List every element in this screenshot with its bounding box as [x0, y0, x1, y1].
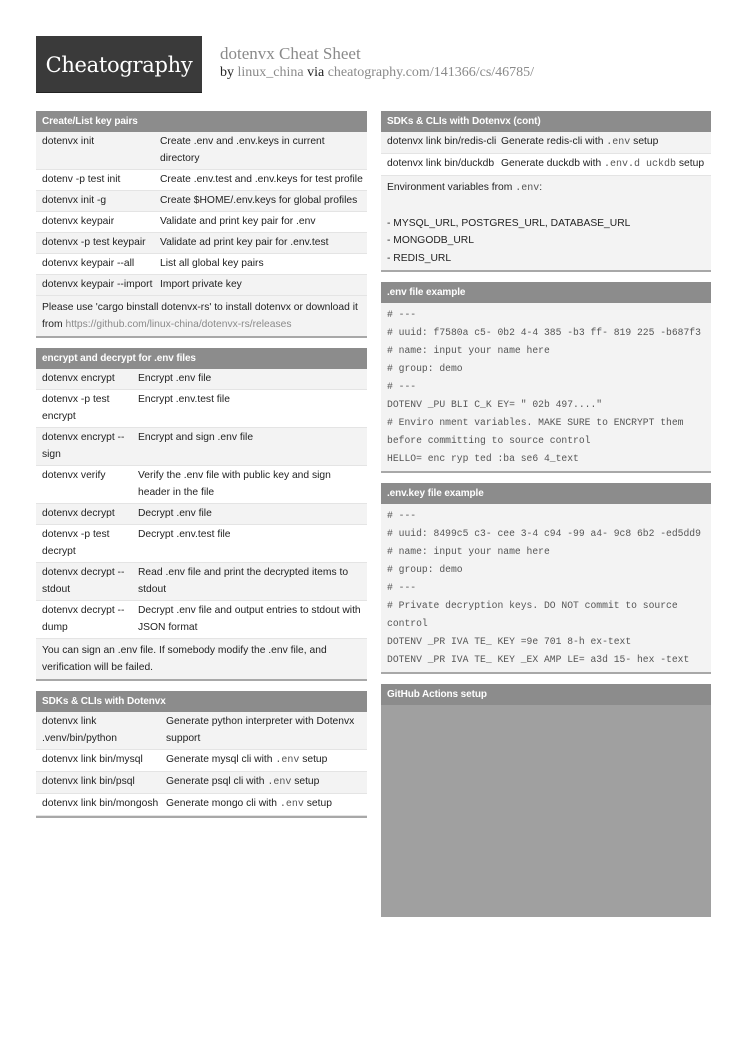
command-cell: dotenvx link bin/mysql	[42, 754, 143, 765]
table-row	[36, 504, 367, 525]
code-line: # group: demo	[387, 564, 463, 575]
by-label: by	[220, 65, 234, 80]
command-cell: dotenvx encrypt	[42, 373, 115, 384]
encrypt-section	[36, 348, 367, 681]
description-cell: Validate ad print key pair for .env.test	[160, 237, 329, 248]
command-cell: dotenvx -p test encrypt	[42, 394, 110, 422]
code-line: # Enviro nment variables. MAKE SURE to ENCRYPT them before committing to source control	[387, 417, 690, 446]
github-actions-section	[381, 684, 711, 917]
table-row	[36, 772, 367, 794]
code-line: # name: input your name here	[387, 345, 550, 356]
command-cell: dotenvx link bin/redis-cli	[387, 136, 497, 147]
table-row	[36, 601, 367, 639]
inline-code: .env	[606, 137, 631, 148]
command-cell: dotenvx decrypt --stdout	[42, 567, 125, 595]
env-example-section	[381, 282, 711, 473]
env-intro-code: .env	[515, 183, 540, 194]
table-row	[36, 563, 367, 601]
inline-code: .env.d uckdb	[604, 159, 677, 170]
description-text: setup	[291, 776, 320, 787]
env-item: - MONGODB_URL	[387, 235, 474, 246]
command-cell: dotenvx init	[42, 136, 95, 147]
install-note	[36, 296, 367, 336]
section-heading: encrypt and decrypt for .env files	[36, 348, 367, 369]
description-cell	[166, 751, 367, 769]
env-example-code	[381, 303, 711, 471]
command-cell: dotenvx -p test decrypt	[42, 529, 110, 557]
code-line: # ---	[387, 510, 417, 521]
byline	[220, 65, 534, 81]
description-text: setup	[303, 798, 332, 809]
description-cell	[501, 155, 711, 173]
command-cell: dotenv -p test init	[42, 174, 121, 185]
code-line: # ---	[387, 582, 417, 593]
create-list-section	[36, 111, 367, 338]
inline-code: .env	[275, 755, 300, 766]
section-heading: .env file example	[381, 282, 711, 303]
table-row	[36, 390, 367, 428]
right-column	[381, 111, 711, 927]
code-line: HELLO= enc ryp ted :ba se6 4_text	[387, 453, 579, 464]
env-intro-text: Environment variables from	[387, 182, 516, 193]
code-line: # Private decryption keys. DO NOT commit to source control	[387, 600, 684, 629]
table-row	[36, 212, 367, 233]
author-link[interactable]: linux_china	[237, 65, 304, 80]
description-cell: Decrypt .env file	[138, 508, 212, 519]
code-line: # name: input your name here	[387, 546, 550, 557]
code-line: DOTENV _PR IVA TE_ KEY =9e 701 8-h ex-text	[387, 636, 632, 647]
releases-link[interactable]: https://github.com/linux-china/dotenvx-rs/releases	[65, 319, 292, 330]
table-row	[36, 191, 367, 212]
env-item: - REDIS_URL	[387, 252, 452, 264]
description-cell: Create .env and .env.keys in current directory	[160, 136, 325, 164]
command-cell: dotenvx keypair	[42, 216, 115, 227]
table-row	[36, 170, 367, 191]
command-cell: dotenvx link .venv/bin/python	[42, 716, 117, 744]
table-row	[36, 132, 367, 170]
code-line: # ---	[387, 381, 417, 392]
sdks-table	[36, 712, 367, 816]
description-cell: Encrypt .env.test file	[138, 394, 230, 405]
command-cell: dotenvx decrypt --dump	[42, 605, 125, 633]
code-line: DOTENV _PU BLI C_K EY= " 02b 497...."	[387, 399, 603, 410]
description-cell: Decrypt .env file and output entries to stdout with JSON format	[138, 605, 361, 633]
description-cell: Encrypt .env file	[138, 373, 212, 384]
table-row	[36, 525, 367, 563]
cheatography-logo[interactable]	[36, 36, 202, 93]
description-text: Generate mongo cli with	[166, 798, 280, 809]
description-text: Generate duckdb with	[501, 158, 605, 169]
section-heading: SDKs & CLIs with Dotenvx (cont)	[381, 111, 711, 132]
description-text: setup	[630, 136, 659, 147]
description-cell: Create .env.test and .env.keys for test profile	[160, 174, 363, 185]
env-intro	[387, 179, 705, 198]
env-intro-colon: :	[539, 182, 543, 193]
command-cell: dotenvx encrypt --sign	[42, 432, 125, 460]
description-cell: List all global key pairs	[160, 258, 264, 269]
logo-text: Cheatography	[45, 52, 193, 77]
envkey-example-section	[381, 483, 711, 674]
table-row	[36, 712, 367, 750]
left-column	[36, 111, 367, 828]
inline-code: .env	[279, 799, 304, 810]
page-title: dotenvx Cheat Sheet	[220, 44, 361, 63]
via-label: via	[307, 65, 325, 80]
description-text: Generate mysql cli with	[166, 754, 276, 765]
inline-code: .env	[267, 777, 292, 788]
env-variables-block	[381, 176, 711, 270]
sdks-cont-table	[381, 132, 711, 176]
table-row	[36, 254, 367, 275]
command-cell: dotenvx link bin/psql	[42, 776, 135, 787]
section-heading: GitHub Actions setup	[381, 684, 711, 705]
sdks-cont-section	[381, 111, 711, 272]
command-cell: dotenvx keypair --all	[42, 258, 135, 269]
env-item: - MYSQL_URL, POSTGRES_URL, DATABASE_URL	[387, 217, 631, 229]
env-items-list	[387, 215, 705, 268]
sign-note: You can sign an .env file. If somebody modify the .env file, and verification will be failed.	[36, 639, 367, 679]
description-cell	[166, 795, 367, 813]
command-cell: dotenvx keypair --import	[42, 279, 153, 290]
section-heading: Create/List key pairs	[36, 111, 367, 132]
envkey-example-code	[381, 504, 711, 672]
code-line: # group: demo	[387, 363, 463, 374]
description-cell: Verify the .env file with public key and sign header in the file	[138, 470, 331, 498]
command-cell: dotenvx link bin/duckdb	[387, 158, 495, 169]
description-text: Generate psql cli with	[166, 776, 268, 787]
table-row	[36, 428, 367, 466]
description-text: Generate redis-cli with	[501, 136, 607, 147]
command-cell: dotenvx verify	[42, 470, 106, 481]
description-cell	[166, 773, 367, 791]
table-row	[36, 233, 367, 254]
section-heading: .env.key file example	[381, 483, 711, 504]
description-cell: Create $HOME/.env.keys for global profiles	[160, 195, 358, 206]
table-row	[36, 794, 367, 816]
description-text: setup	[299, 754, 328, 765]
sdks-section	[36, 691, 367, 818]
command-cell: dotenvx -p test keypair	[42, 237, 146, 248]
description-cell: Generate python interpreter with Dotenvx support	[166, 716, 355, 744]
sheet-url-link[interactable]: cheatography.com/141366/cs/46785/	[327, 65, 535, 80]
description-cell: Encrypt and sign .env file	[138, 432, 254, 443]
description-cell: Read .env file and print the decrypted items to stdout	[138, 567, 349, 595]
command-cell: dotenvx init -g	[42, 195, 107, 206]
command-cell: dotenvx decrypt	[42, 508, 115, 519]
table-row	[381, 154, 711, 176]
table-row	[36, 275, 367, 296]
description-cell	[501, 133, 711, 151]
table-row	[36, 750, 367, 772]
code-line: # uuid: f7580a c5- 0b2 4-4 385 -b3 ff- 819 225 -b687f3	[387, 327, 701, 338]
section-heading: SDKs & CLIs with Dotenvx	[36, 691, 367, 712]
description-cell: Import private key	[160, 279, 242, 290]
description-cell: Validate and print key pair for .env	[160, 216, 316, 227]
command-cell: dotenvx link bin/mongosh	[42, 798, 159, 809]
description-text: setup	[676, 158, 705, 169]
code-line: # ---	[387, 309, 417, 320]
table-row	[381, 132, 711, 154]
code-line: # uuid: 8499c5 c3- cee 3-4 c94 -99 a4- 9c8 6b2 -ed5dd9	[387, 528, 701, 539]
table-row	[36, 466, 367, 504]
table-row	[36, 369, 367, 390]
code-line: DOTENV _PR IVA TE_ KEY _EX AMP LE= a3d 15- hex -text	[387, 654, 690, 665]
description-cell: Decrypt .env.test file	[138, 529, 231, 540]
install-note-text: Please use 'cargo binstall dotenvx-rs' to install dotenvx or download it from	[42, 302, 358, 330]
encrypt-table	[36, 369, 367, 639]
create-list-table	[36, 132, 367, 296]
